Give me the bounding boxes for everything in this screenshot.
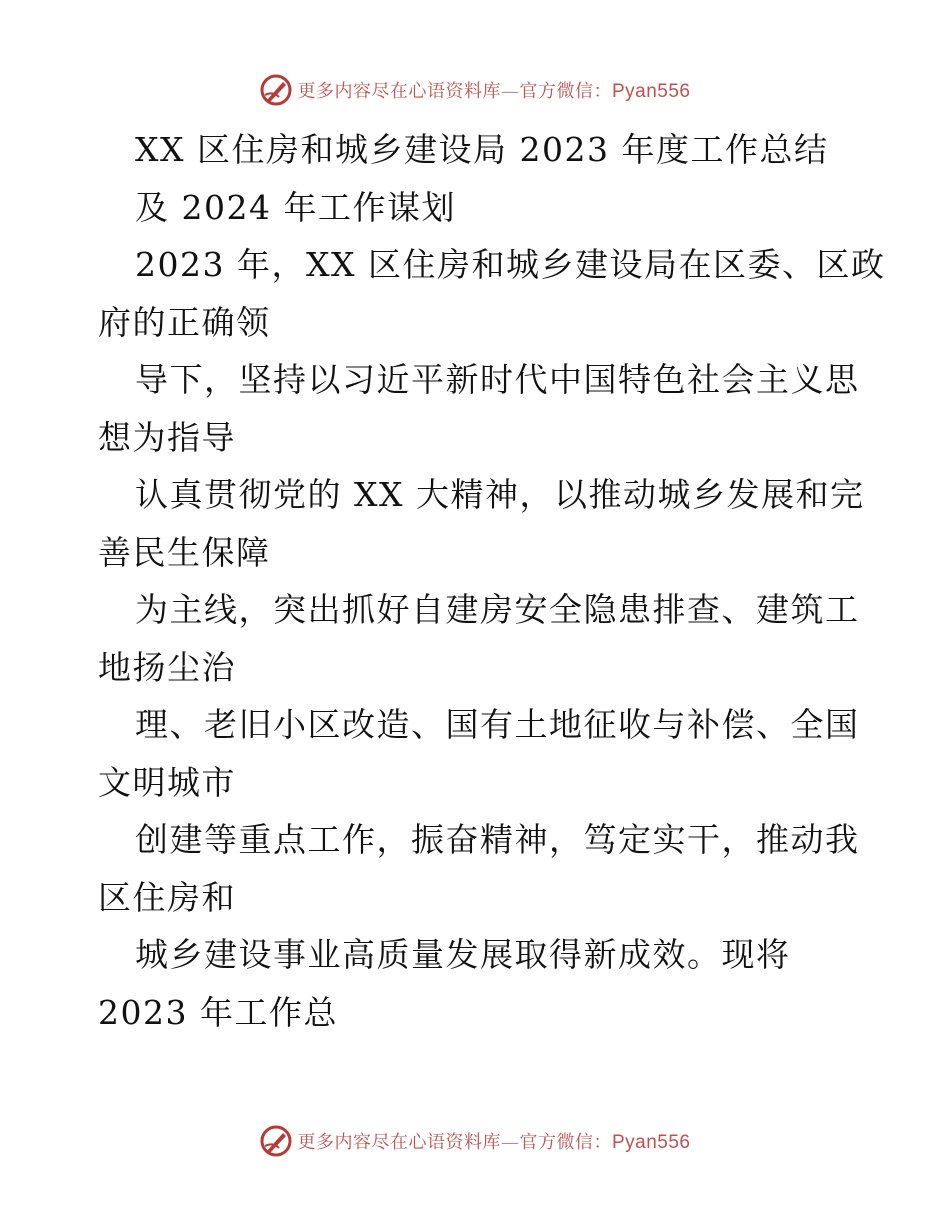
header-watermark xyxy=(0,70,950,110)
paragraph-line: 为主线，突出抓好自建房安全隐患排查、建筑工 xyxy=(135,590,860,629)
watermark-dash: — xyxy=(500,81,520,102)
quill-pen-logo-icon xyxy=(259,1124,293,1158)
footer-watermark xyxy=(0,1121,950,1161)
document-body xyxy=(98,121,886,1041)
watermark-slogan: 更多内容尽在心语资料库 xyxy=(297,1132,501,1153)
quill-pen-logo-icon xyxy=(259,73,293,107)
paragraph-line: 区住房和 xyxy=(98,877,236,917)
paragraph-line: 2023 年工作总 xyxy=(98,992,338,1032)
paragraph-line: 城乡建设事业高质量发展取得新成效。现将 xyxy=(135,935,791,974)
watermark-wechat-id: Pyan556 xyxy=(611,81,691,102)
paragraph-line: 2023 年，XX 区住房和城乡建设局在区委、区政 xyxy=(135,245,886,284)
watermark-wechat-label: 官方微信： xyxy=(519,81,612,102)
title-line-1: XX 区住房和城乡建设局 2023 年度工作总结 xyxy=(135,130,829,169)
paragraph-line: 理、老旧小区改造、国有土地征收与补偿、全国 xyxy=(135,705,860,744)
watermark-slogan: 更多内容尽在心语资料库 xyxy=(297,81,501,102)
paragraph-line: 善民生保障 xyxy=(98,532,271,572)
paragraph-line: 府的正确领 xyxy=(98,302,271,342)
paragraph-line: 想为指导 xyxy=(98,417,236,457)
paragraph-line: 文明城市 xyxy=(98,762,236,802)
watermark-wechat-label: 官方微信： xyxy=(519,1132,612,1153)
paragraph-line: 认真贯彻党的 XX 大精神，以推动城乡发展和完 xyxy=(135,475,865,514)
paragraph-line: 地扬尘治 xyxy=(98,647,236,687)
watermark-text xyxy=(297,1128,690,1154)
watermark-dash: — xyxy=(500,1132,520,1153)
paragraph-line: 导下，坚持以习近平新时代中国特色社会主义思 xyxy=(135,360,860,399)
watermark-text xyxy=(297,77,690,103)
title-line-2: 及 2024 年工作谋划 xyxy=(135,187,456,227)
paragraph-line: 创建等重点工作，振奋精神，笃定实干，推动我 xyxy=(135,820,860,859)
watermark-wechat-id: Pyan556 xyxy=(611,1132,691,1153)
